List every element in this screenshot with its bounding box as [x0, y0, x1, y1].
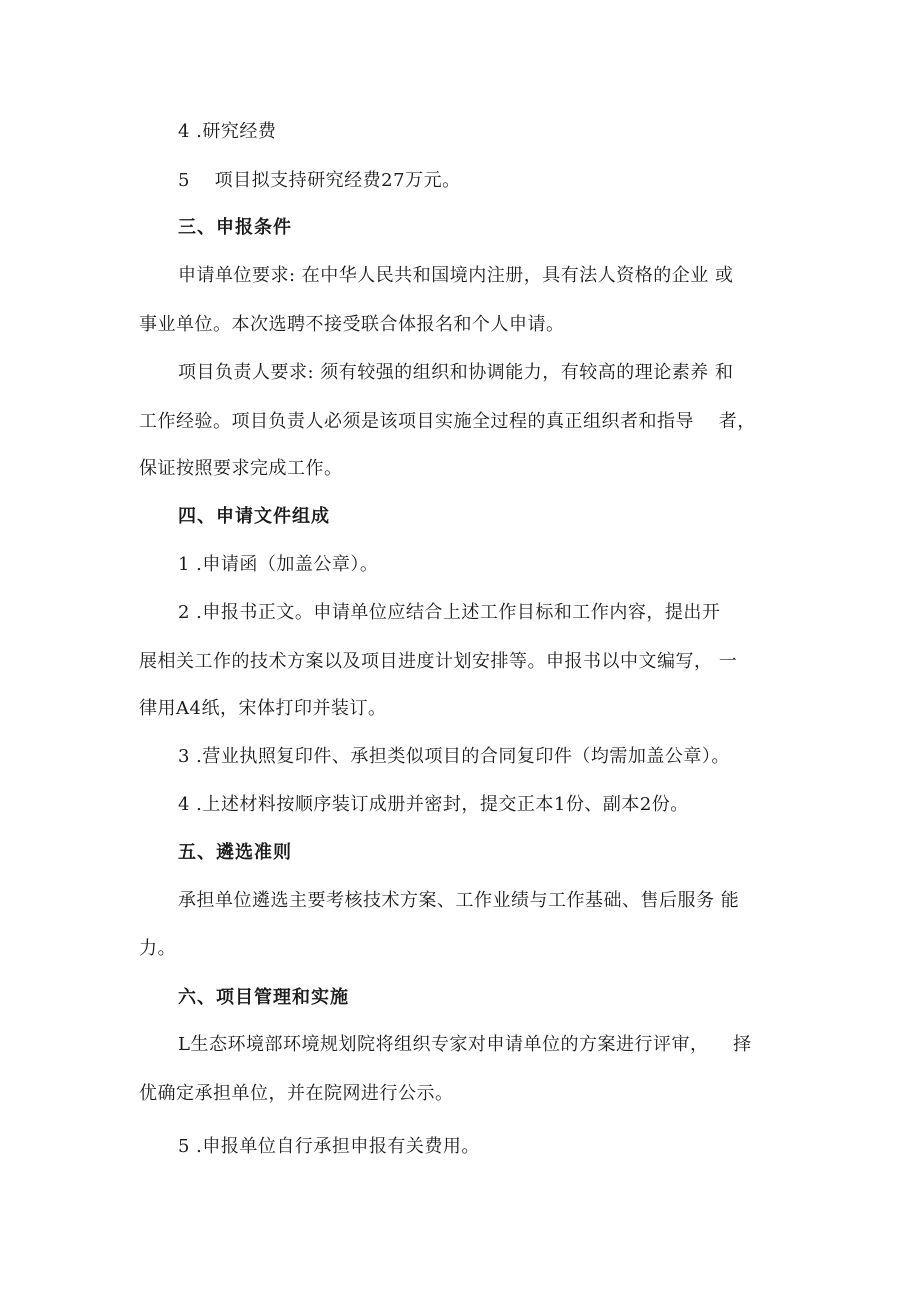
- paragraph-line: 工作经验。项目负责人必须是该项目实施全过程的真正组织者和指导 者，: [139, 411, 756, 432]
- section-heading-application-documents: 四、申请文件组成: [178, 506, 330, 527]
- paragraph-line: 优确定承担单位，并在院网进行公示。: [139, 1083, 454, 1104]
- paragraph-line: 力。: [139, 938, 176, 959]
- section-heading-selection-criteria: 五、遴选准则: [178, 842, 292, 863]
- paragraph-line: 律用A4纸，宋体打印并装订。: [139, 698, 387, 719]
- list-item: 2 .申报书正文。申请单位应结合上述工作目标和工作内容，提出开: [178, 602, 721, 623]
- paragraph-line: 承担单位遴选主要考核技术方案、工作业绩与工作基础、售后服务 能: [178, 890, 740, 911]
- paragraph-line: 申请单位要求: 在中华人民共和国境内注册，具有法人资格的企业 或: [178, 265, 734, 286]
- item-funding-amount: 5 项目拟支持研究经费27万元。: [178, 170, 461, 191]
- paragraph-line: 展相关工作的技术方案以及项目进度计划安排等。申报书以中文编写， 一: [139, 651, 738, 672]
- section-heading-application-conditions: 三、申报条件: [178, 217, 292, 238]
- paragraph-line: 保证按照要求完成工作。: [139, 458, 343, 479]
- item-research-funding: 4 .研究经费: [178, 121, 277, 142]
- list-item: 1 .申请函（加盖公章）。: [178, 554, 379, 575]
- list-item: 3 .营业执照复印件、承担类似项目的合同复印件（均需加盖公章）。: [178, 746, 730, 767]
- paragraph-line: L生态环境部环境规划院将组织专家对申请单位的方案进行评审， 择: [178, 1034, 752, 1055]
- section-heading-project-management: 六、项目管理和实施: [178, 987, 349, 1008]
- list-item: 5 .申报单位自行承担申报有关费用。: [178, 1136, 480, 1157]
- paragraph-line: 事业单位。本次选聘不接受联合体报名和个人申请。: [139, 314, 565, 335]
- paragraph-line: 项目负责人要求: 须有较强的组织和协调能力，有较高的理论素养 和: [178, 362, 734, 383]
- list-item: 4 .上述材料按顺序装订成册并密封，提交正本1份、副本2份。: [178, 794, 689, 815]
